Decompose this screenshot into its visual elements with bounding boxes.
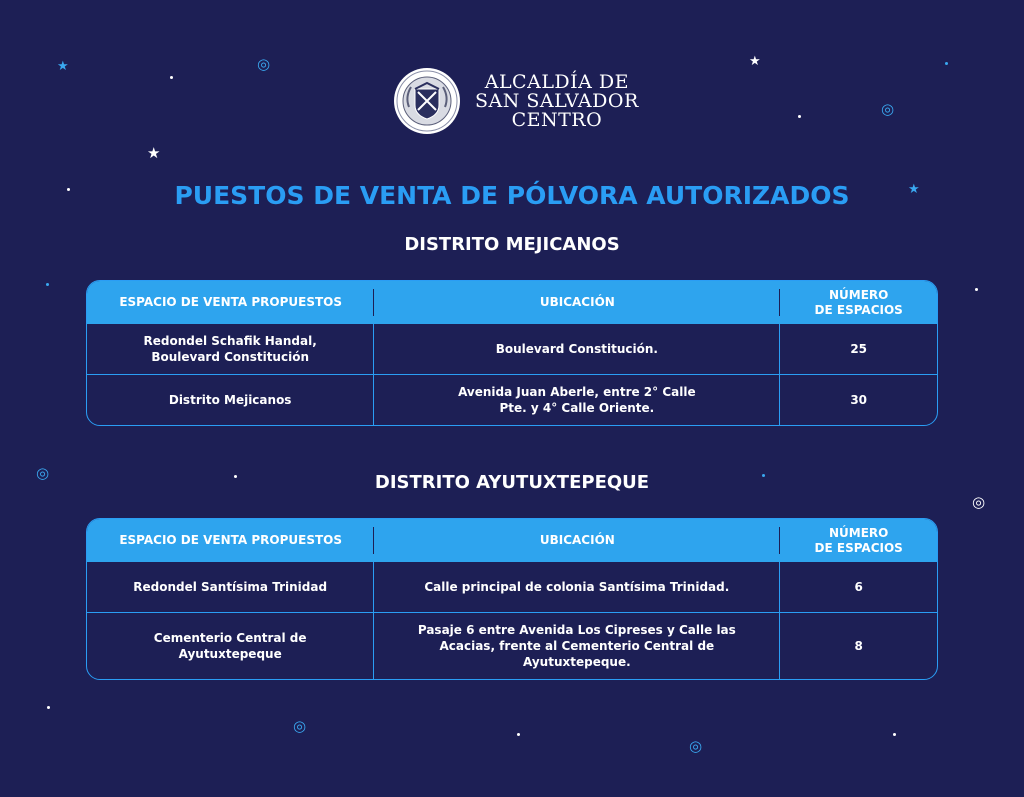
- location-line1: Boulevard Constitución.: [495, 342, 658, 356]
- venue-line1: Redondel Schafik Handal,: [143, 334, 317, 348]
- table-row: [87, 324, 937, 374]
- org-name-line3: CENTRO: [511, 108, 603, 131]
- table-row: [87, 562, 937, 612]
- dot-decoration: [517, 733, 520, 736]
- star-icon: ★: [908, 182, 920, 197]
- swirl-icon: ◎: [972, 493, 986, 511]
- location-line1: Avenida Juan Aberle, entre 2° Calle: [458, 385, 696, 399]
- venue-line1: Distrito Mejicanos: [168, 393, 292, 407]
- dot-decoration: [798, 115, 801, 118]
- cell-venue: [87, 324, 374, 374]
- cell-location: [374, 562, 780, 612]
- header-spaces-line2: DE ESPACIOS: [814, 302, 903, 317]
- org-name-line1: ALCALDÍA DE: [484, 70, 630, 93]
- cell-spaces: 8: [854, 639, 863, 653]
- header-spaces: [780, 281, 937, 324]
- org-name-line2: SAN SALVADOR: [475, 89, 639, 112]
- table-row: [87, 374, 937, 425]
- dot-decoration: [170, 76, 173, 79]
- cell-location: [374, 375, 780, 425]
- swirl-icon: ◎: [257, 55, 271, 73]
- header-venue: ESPACIO DE VENTA PROPUESTOS: [87, 281, 374, 324]
- star-icon: ★: [147, 144, 161, 162]
- swirl-icon: ◎: [881, 100, 895, 118]
- star-icon: ★: [57, 59, 69, 74]
- table-row: [87, 612, 937, 679]
- cell-spaces: 25: [850, 342, 868, 356]
- swirl-icon: ◎: [36, 464, 50, 482]
- table-mejicanos: [86, 280, 938, 426]
- venue-line1: Redondel Santísima Trinidad: [133, 580, 328, 594]
- location-line3: Ayutuxtepeque.: [522, 655, 631, 669]
- venue-line2: Ayutuxtepeque: [178, 647, 282, 661]
- location-line2: Pte. y 4° Calle Oriente.: [499, 401, 655, 415]
- venue-line1: Cementerio Central de: [153, 631, 307, 645]
- swirl-icon: ◎: [689, 737, 703, 755]
- page-title: PUESTOS DE VENTA DE PÓLVORA AUTORIZADOS: [174, 181, 850, 210]
- cell-venue: [87, 562, 374, 612]
- district-title-mejicanos: DISTRITO MEJICANOS: [404, 234, 620, 255]
- table-ayutuxtepeque: [86, 518, 938, 680]
- header-location: UBICACIÓN: [374, 519, 780, 562]
- dot-decoration: [945, 62, 948, 65]
- district-title-ayutuxtepeque: DISTRITO AYUTUXTEPEQUE: [374, 472, 650, 493]
- header-location: UBICACIÓN: [374, 281, 780, 324]
- dot-decoration: [46, 283, 49, 286]
- cell-spaces: 30: [850, 393, 868, 407]
- location-line1: Pasaje 6 entre Avenida Los Cipreses y Calle las: [417, 623, 736, 637]
- star-icon: ★: [749, 54, 761, 69]
- header-spaces: [780, 519, 937, 562]
- organization-name: [475, 70, 639, 131]
- header-venue: ESPACIO DE VENTA PROPUESTOS: [87, 519, 374, 562]
- cell-venue: [87, 613, 374, 679]
- location-line2: Acacias, frente al Cementerio Central de: [439, 639, 715, 653]
- header-spaces-line1: NÚMERO: [829, 525, 889, 540]
- table-header: [87, 281, 937, 324]
- dot-decoration: [893, 733, 896, 736]
- header-spaces-line2: DE ESPACIOS: [814, 540, 903, 555]
- cell-location: [374, 324, 780, 374]
- cell-spaces: 6: [854, 580, 863, 594]
- location-line1: Calle principal de colonia Santísima Trinidad.: [424, 580, 730, 594]
- swirl-icon: ◎: [293, 717, 307, 735]
- cell-location: [374, 613, 780, 679]
- table-header: [87, 519, 937, 562]
- dot-decoration: [47, 706, 50, 709]
- municipal-seal-icon: [393, 67, 461, 135]
- header-spaces-line1: NÚMERO: [829, 287, 889, 302]
- header-brand: [393, 66, 639, 136]
- venue-line2: Boulevard Constitución: [151, 350, 309, 364]
- dot-decoration: [975, 288, 978, 291]
- cell-venue: [87, 375, 374, 425]
